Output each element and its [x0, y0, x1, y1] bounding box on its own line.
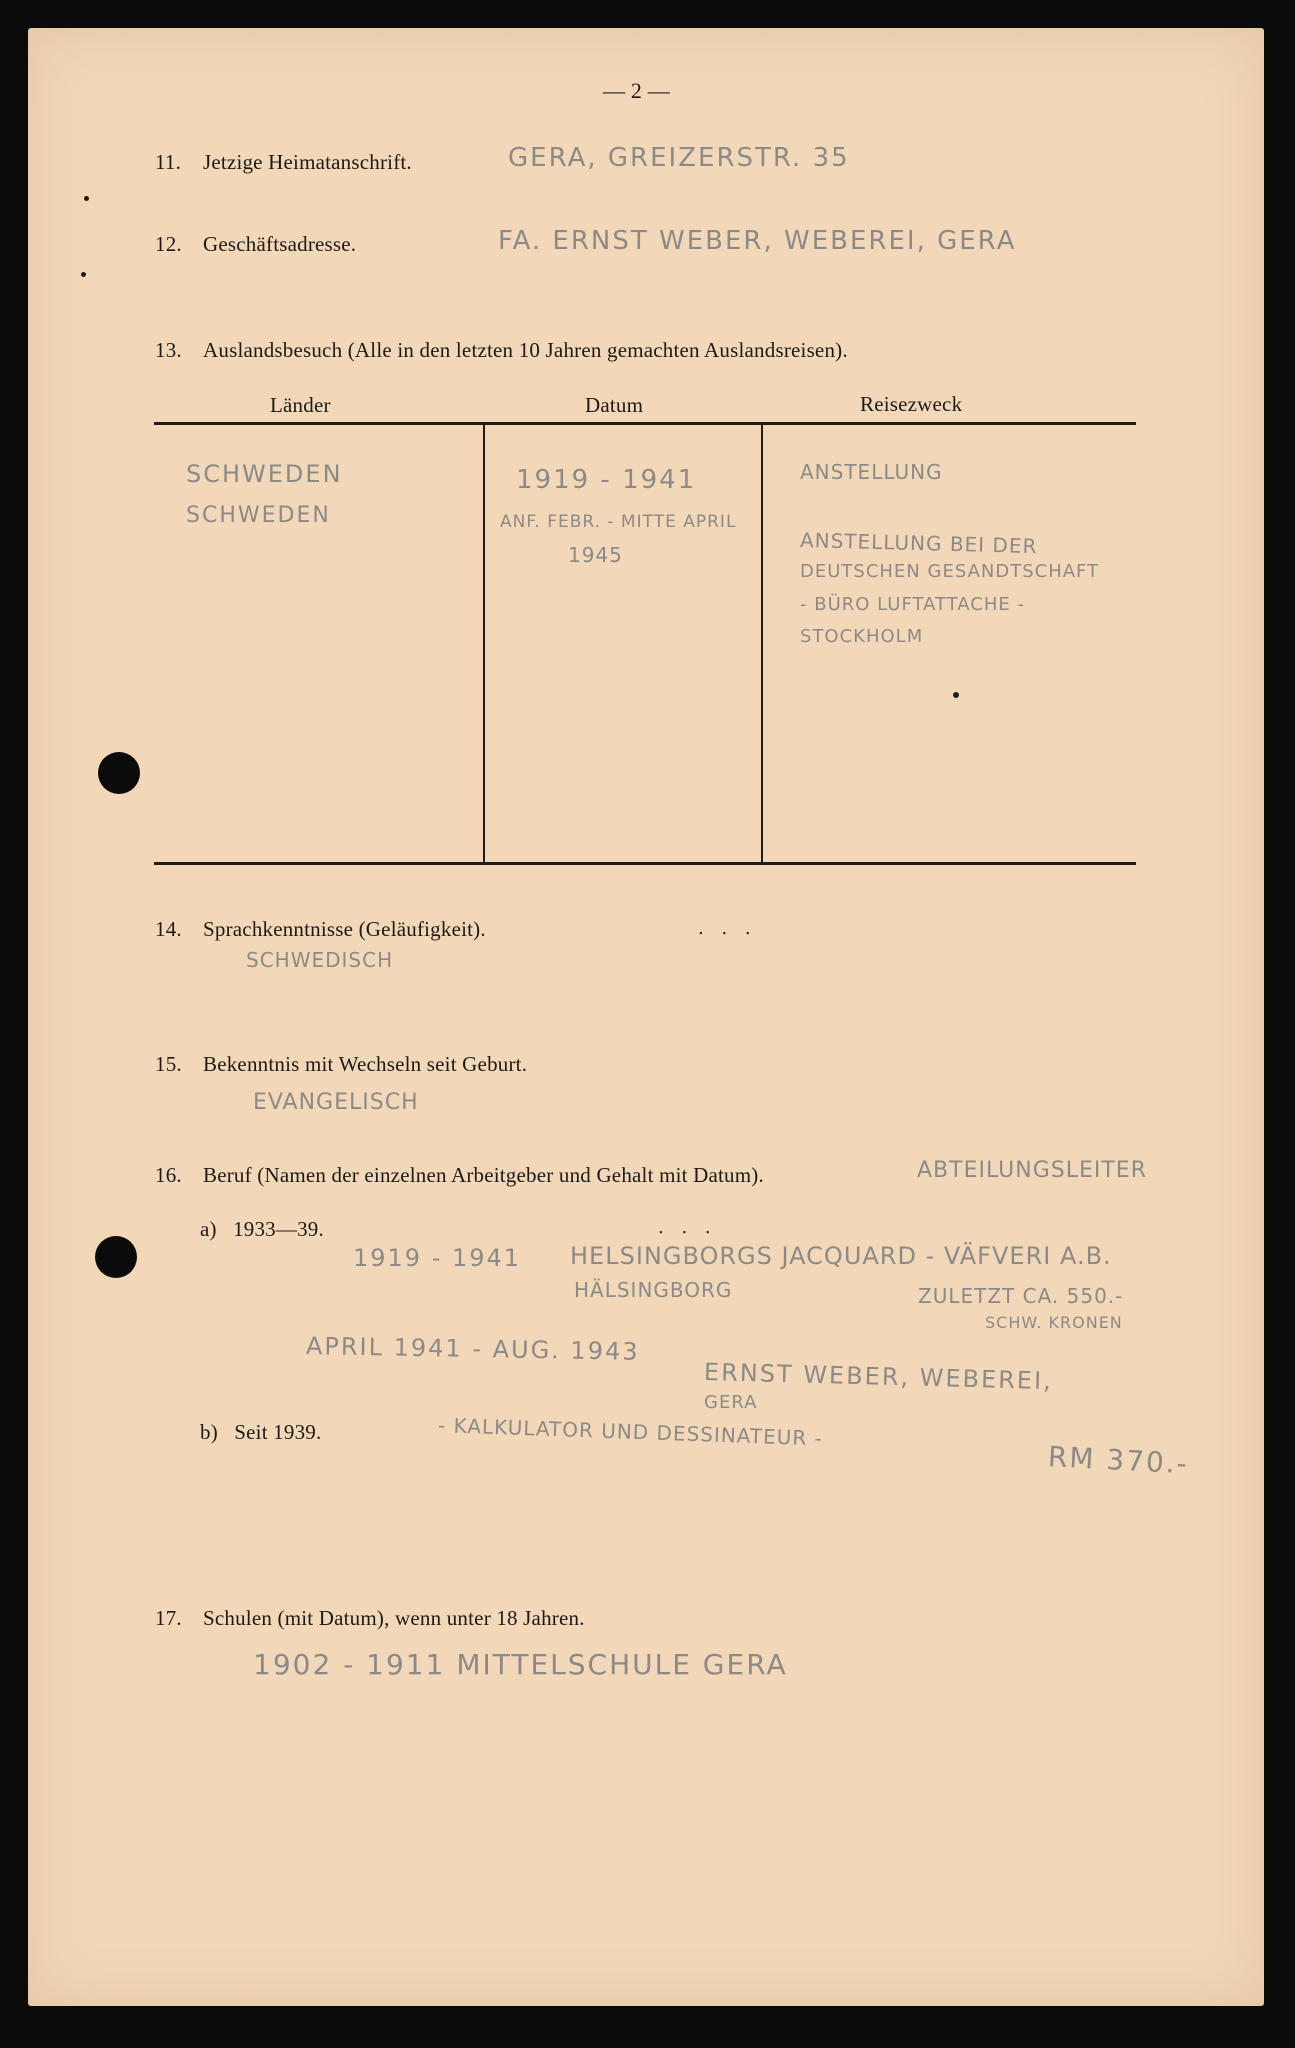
item-number: 14.: [155, 917, 182, 941]
reisezweck-3: DEUTSCHEN GESANDTSCHAFT: [800, 561, 1100, 582]
table-header-datum: Datum: [585, 393, 644, 417]
item-label: Schulen (mit Datum), wenn unter 18 Jahren.: [203, 1606, 585, 1630]
reisezweck-5: STOCKHOLM: [800, 626, 924, 647]
laender-2: SCHWEDEN: [186, 503, 331, 528]
reisezweck-2: ANSTELLUNG BEI DER: [799, 528, 1038, 559]
table-header-laender: Länder: [270, 393, 331, 417]
datum-2: ANF. FEBR. - MITTE APRIL: [500, 512, 737, 532]
item-number: 16.: [155, 1163, 182, 1187]
table-divider-2: [761, 425, 763, 862]
dot-leader: . . .: [658, 1217, 717, 1238]
item-13: [155, 338, 848, 363]
beruf-entry-2-role: - KALKULATOR UND DESSINATEUR -: [437, 1413, 824, 1451]
beruf-a: [200, 1217, 324, 1242]
item-label: Auslandsbesuch (Alle in den letzten 10 Jahren gemachten Auslandsreisen).: [203, 338, 848, 362]
item-14: [155, 917, 486, 942]
item-number: 12.: [155, 232, 182, 256]
reisezweck-4: - BÜRO LUFTATTACHE -: [800, 594, 1025, 615]
item-number: 15.: [155, 1052, 182, 1076]
beruf-b-years: Seit 1939.: [234, 1420, 322, 1444]
beruf-entry-2-dates: APRIL 1941 - AUG. 1943: [305, 1332, 640, 1366]
punch-hole: [95, 1236, 137, 1278]
item-number: 11.: [155, 150, 182, 174]
beruf-entry-1-city: HÄLSINGBORG: [574, 1278, 733, 1302]
beruf-entry-2-company: ERNST WEBER, WEBEREI,: [703, 1358, 1054, 1396]
item-16-answer: ABTEILUNGSLEITER: [917, 1158, 1147, 1183]
document-page: [28, 28, 1264, 2006]
item-16: [155, 1163, 764, 1188]
table-bottom-rule: [154, 862, 1136, 865]
item-12: [155, 232, 356, 257]
beruf-entry-1-salary-2: SCHW. KRONEN: [985, 1313, 1123, 1332]
beruf-entry-2-city: GERA: [704, 1392, 758, 1413]
item-17: [155, 1606, 585, 1631]
item-17-answer: 1902 - 1911 MITTELSCHULE GERA: [253, 1648, 788, 1681]
beruf-entry-1-company: HELSINGBORGS JACQUARD - VÄFVERI A.B.: [570, 1242, 1112, 1270]
punch-hole: [98, 752, 140, 794]
item-number: 17.: [155, 1606, 182, 1630]
item-label: Jetzige Heimatanschrift.: [203, 150, 412, 174]
table-header-reisezweck: Reisezweck: [860, 392, 963, 416]
table-divider-1: [483, 425, 485, 862]
item-number: 13.: [155, 338, 182, 362]
item-label: Sprachkenntnisse (Geläufigkeit).: [203, 917, 486, 941]
ink-speck: [953, 692, 959, 698]
item-12-answer: FA. ERNST WEBER, WEBEREI, GERA: [498, 226, 1017, 256]
beruf-b-salary: RM 370.-: [1047, 1440, 1190, 1481]
page-number: — 2 —: [603, 78, 670, 103]
item-label: Beruf (Namen der einzelnen Arbeitgeber und Gehalt mit Datum).: [203, 1163, 764, 1187]
item-label: Bekenntnis mit Wechseln seit Geburt.: [203, 1052, 528, 1076]
ink-speck: [84, 196, 89, 201]
beruf-b: [200, 1420, 321, 1445]
laender-1: SCHWEDEN: [186, 460, 343, 488]
beruf-a-years: 1933—39.: [233, 1217, 324, 1241]
datum-3: 1945: [568, 543, 623, 567]
item-15: [155, 1052, 527, 1077]
item-14-answer: SCHWEDISCH: [246, 948, 394, 972]
beruf-entry-1-dates: 1919 - 1941: [353, 1244, 522, 1272]
beruf-b-label: b): [200, 1420, 218, 1444]
reisezweck-1: ANSTELLUNG: [800, 460, 943, 484]
item-11-answer: GERA, GREIZERSTR. 35: [508, 143, 850, 173]
ink-speck: [81, 272, 86, 277]
item-15-answer: EVANGELISCH: [253, 1090, 419, 1115]
beruf-a-label: a): [200, 1217, 217, 1241]
item-11: [155, 150, 412, 175]
datum-1: 1919 - 1941: [516, 465, 697, 495]
beruf-entry-1-salary-1: ZULETZT CA. 550.-: [918, 1284, 1124, 1308]
table-top-rule: [154, 422, 1136, 425]
item-label: Geschäftsadresse.: [203, 232, 357, 256]
dot-leader: . . .: [698, 918, 757, 939]
